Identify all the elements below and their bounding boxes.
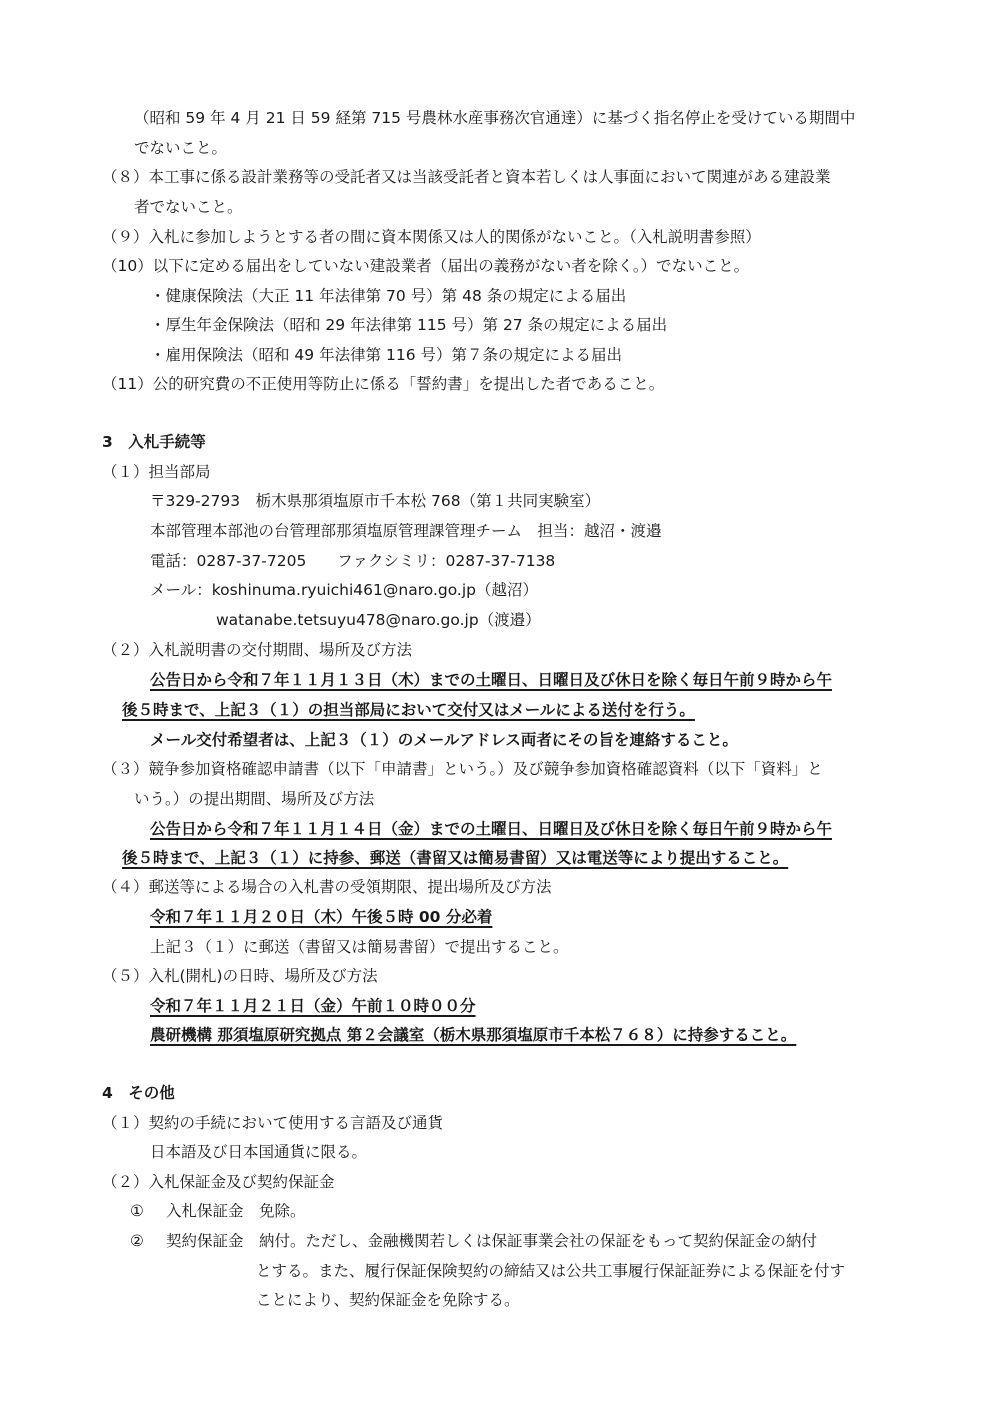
list-item-10: （10）以下に定める届出をしていない建設業者（届出の義務がない者を除く。）でないこと。 bbox=[102, 257, 750, 275]
text-line: 契約保証金 納付。ただし、金融機関若しくは保証事業会社の保証をもって契約保証金の納付 bbox=[166, 1232, 818, 1250]
period-text: 後５時まで、上記３（１）に持参、郵送（書留又は簡易書留）又は電送等により提出すること。 bbox=[122, 849, 789, 867]
text-line: ことにより、契約保証金を免除する。 bbox=[256, 1291, 520, 1309]
circled-number: ① bbox=[130, 1202, 144, 1220]
text-line: とする。また、履行保証保険契約の締結又は公共工事履行保証証券による保証を付す bbox=[256, 1262, 846, 1280]
period-text: 公告日から令和７年１１月１３日（木）までの土曜日、日曜日及び休日を除く毎日午前９時から午 bbox=[150, 671, 833, 689]
text-line: 日本語及び日本国通貨に限る。 bbox=[150, 1143, 368, 1161]
period-text: 後５時まで、上記３（１）の担当部局において交付又はメールによる送付を行う。 bbox=[122, 701, 695, 719]
section-heading-4: 4 その他 bbox=[102, 1084, 175, 1102]
subsection-heading: （３）競争参加資格確認申請書（以下「申請書」という。）及び競争参加資格確認資料（以下「資料」と bbox=[102, 760, 823, 778]
list-item-11: （11）公的研究費の不正使用等防止に係る「誓約書」を提出した者であること。 bbox=[102, 375, 665, 393]
subsection-heading: （１）契約の手続において使用する言語及び通貨 bbox=[102, 1114, 444, 1132]
text-line: 入札保証金 免除。 bbox=[166, 1202, 306, 1220]
subsection-heading: （２）入札説明書の交付期間、場所及び方法 bbox=[102, 641, 413, 659]
text-line: （昭和 59 年 4 月 21 日 59 経第 715 号農林水産事務次官通達）に基づく指名停止を受けている期間中 bbox=[134, 109, 856, 127]
section-heading-3: 3 入札手続等 bbox=[102, 433, 206, 451]
list-item-9: （９）入札に参加しようとする者の間に資本関係又は人的関係がないこと。（入札説明書参照） bbox=[102, 228, 761, 246]
subsection-heading: （４）郵送等による場合の入札書の受領期限、提出場所及び方法 bbox=[102, 878, 552, 896]
text-line: 上記３（１）に郵送（書留又は簡易書留）で提出すること。 bbox=[150, 938, 569, 956]
deadline-text: 令和７年１１月２０日（木）午後５時 00 分必着 bbox=[150, 908, 493, 926]
list-item-8: （８）本工事に係る設計業務等の受託者又は当該受託者と資本若しくは人事面において関連がある建設業 bbox=[102, 168, 831, 186]
bullet-item: ・雇用保険法（昭和 49 年法律第 116 号）第７条の規定による届出 bbox=[150, 346, 623, 364]
subsection-heading: （２）入札保証金及び契約保証金 bbox=[102, 1173, 335, 1191]
email-line: watanabe.tetsuyu478@naro.go.jp（渡邉） bbox=[216, 611, 541, 629]
subsection-heading: （１）担当部局 bbox=[102, 463, 211, 481]
text-line: 者でないこと。 bbox=[134, 198, 243, 216]
text-line: いう。）の提出期間、場所及び方法 bbox=[134, 790, 375, 808]
bid-datetime: 令和７年１１月２１日（金）午前１０時００分 bbox=[150, 997, 476, 1015]
bullet-item: ・厚生年金保険法（昭和 29 年法律第 115 号）第 27 条の規定による届出 bbox=[150, 316, 668, 334]
phone-fax-line: 電話：0287-37-7205 ファクシミリ：0287-37-7138 bbox=[150, 552, 556, 570]
bullet-item: ・健康保険法（大正 11 年法律第 70 号）第 48 条の規定による届出 bbox=[150, 287, 627, 305]
text-line: でないこと。 bbox=[134, 139, 228, 157]
bid-location: 農研機構 那須塩原研究拠点 第２会議室（栃木県那須塩原市千本松７６８）に持参すること。 bbox=[150, 1026, 797, 1044]
period-note: メール交付希望者は、上記３（１）のメールアドレス両者にその旨を連絡すること。 bbox=[150, 731, 738, 749]
period-text: 公告日から令和７年１１月１４日（金）までの土曜日、日曜日及び休日を除く毎日午前９時から午 bbox=[150, 820, 833, 838]
email-line: メール：koshinuma.ryuichi461@naro.go.jp（越沼） bbox=[150, 581, 539, 599]
subsection-heading: （５）入札(開札)の日時、場所及び方法 bbox=[102, 967, 378, 985]
address-line: 〒329-2793 栃木県那須塩原市千本松 768（第１共同実験室） bbox=[150, 492, 601, 510]
department-line: 本部管理本部池の台管理部那須塩原管理課管理チーム 担当：越沼・渡邉 bbox=[150, 522, 662, 540]
circled-number: ② bbox=[130, 1232, 144, 1250]
